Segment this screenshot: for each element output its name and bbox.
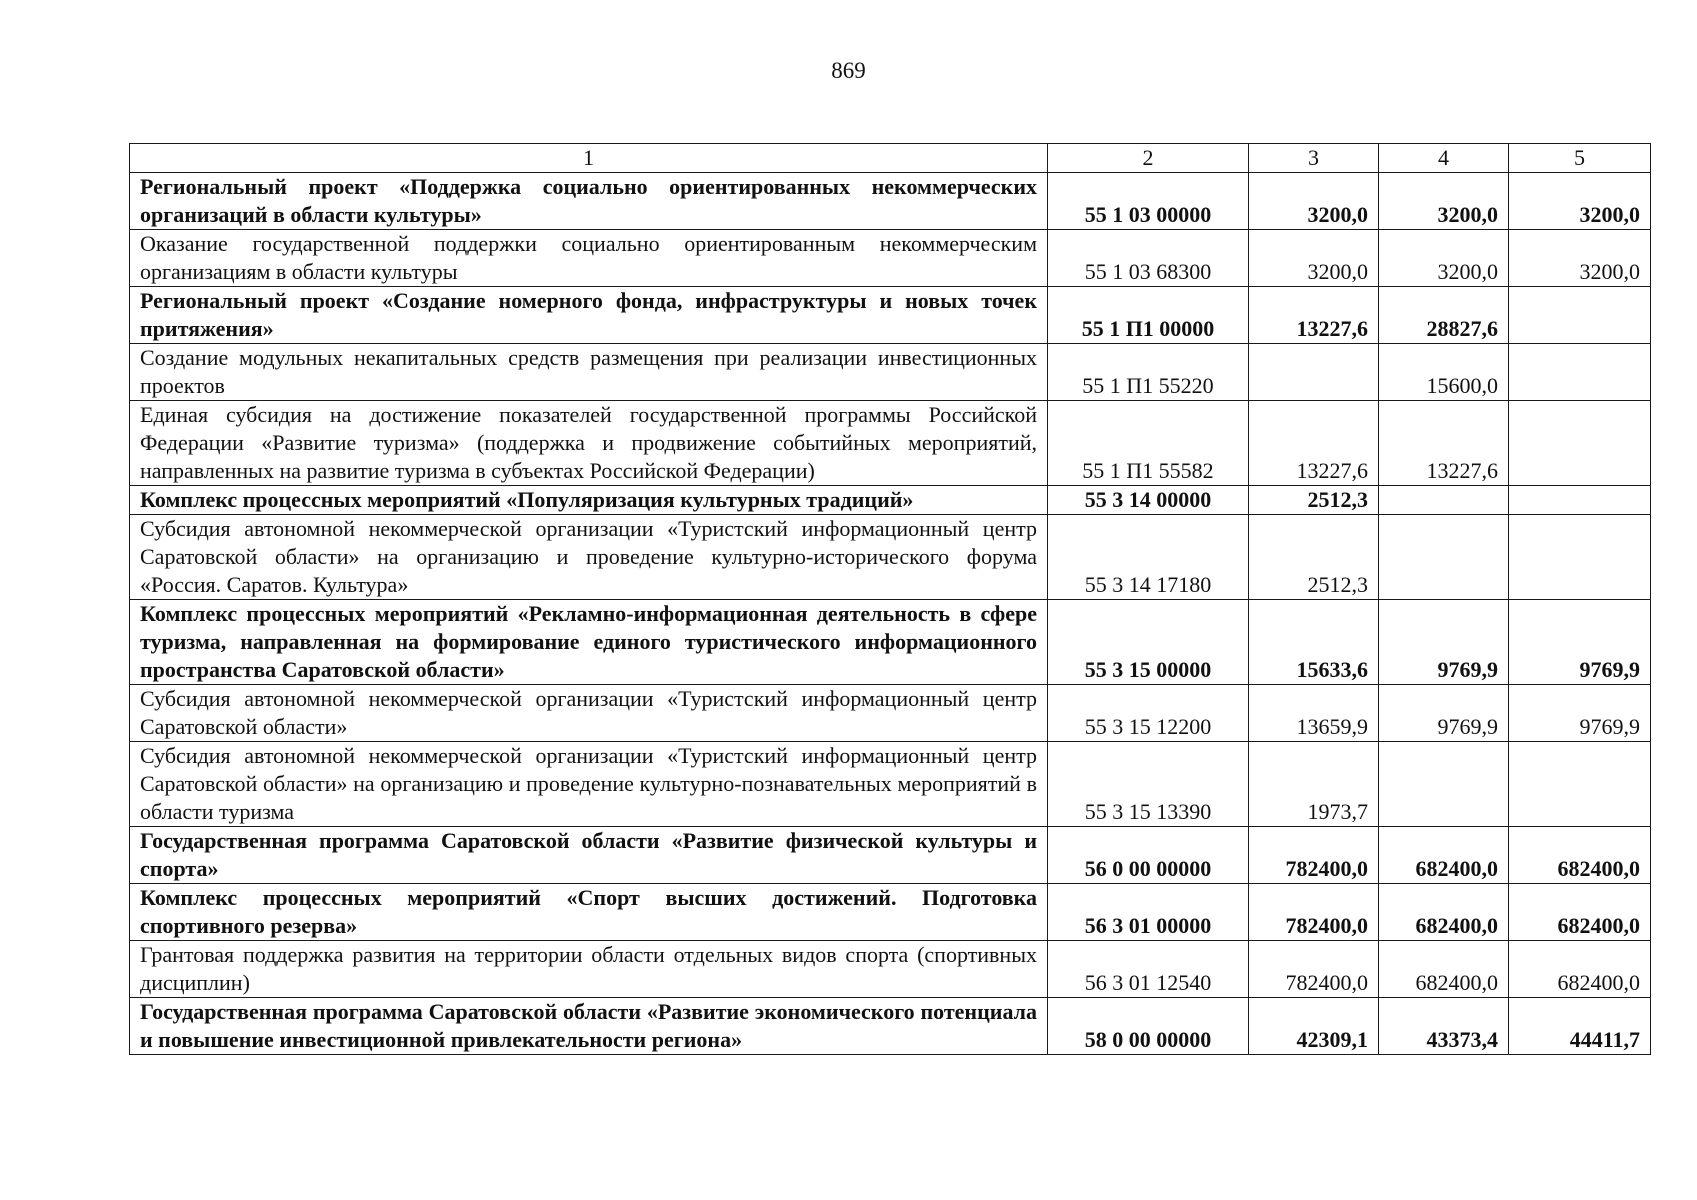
column-header-4: 4 [1379, 144, 1509, 173]
row-value-col4: 15600,0 [1379, 344, 1509, 401]
row-value-col5 [1509, 486, 1651, 515]
row-value-col3: 3200,0 [1249, 230, 1379, 287]
row-value-col3: 2512,3 [1249, 486, 1379, 515]
row-value-col4: 682400,0 [1379, 884, 1509, 941]
row-value-col3: 3200,0 [1249, 173, 1379, 230]
row-code-cell: 55 1 П1 55582 [1048, 401, 1249, 486]
row-value-col4 [1379, 486, 1509, 515]
row-value-col4: 13227,6 [1379, 401, 1509, 486]
row-value-col3: 782400,0 [1249, 827, 1379, 884]
row-code-cell: 55 3 14 17180 [1048, 515, 1249, 600]
table-row [130, 941, 1651, 998]
row-name-cell: Оказание государственной поддержки социально ориентированным некоммерческим организациям в области культуры [130, 230, 1048, 287]
row-value-col3: 13227,6 [1249, 401, 1379, 486]
table-row [130, 486, 1651, 515]
table-row [130, 827, 1651, 884]
row-value-col3: 13659,9 [1249, 685, 1379, 742]
row-value-col5: 682400,0 [1509, 941, 1651, 998]
row-code-cell: 58 0 00 00000 [1048, 998, 1249, 1055]
row-value-col4: 3200,0 [1379, 173, 1509, 230]
row-value-col4 [1379, 515, 1509, 600]
table-row [130, 401, 1651, 486]
row-name-cell: Комплекс процессных мероприятий «Рекламно-информационная деятельность в сфере туризма, направленная на формирование единого туристического информационного пространства Саратовской области» [130, 600, 1048, 685]
table-row [130, 287, 1651, 344]
row-value-col3: 15633,6 [1249, 600, 1379, 685]
row-value-col4: 9769,9 [1379, 600, 1509, 685]
table-row [130, 344, 1651, 401]
row-code-cell: 55 1 П1 55220 [1048, 344, 1249, 401]
row-value-col5: 682400,0 [1509, 827, 1651, 884]
row-code-cell: 55 1 03 68300 [1048, 230, 1249, 287]
row-value-col5: 3200,0 [1509, 230, 1651, 287]
budget-table [129, 143, 1651, 1055]
row-name-cell: Комплекс процессных мероприятий «Популяризация культурных традиций» [130, 486, 1048, 515]
row-value-col5 [1509, 287, 1651, 344]
row-value-col3: 1973,7 [1249, 742, 1379, 827]
row-name-cell: Создание модульных некапитальных средств размещения при реализации инвестиционных проектов [130, 344, 1048, 401]
row-name-cell: Субсидия автономной некоммерческой организации «Туристский информационный центр Саратовской области» на организацию и проведение культурно-познавательных мероприятий в области туризма [130, 742, 1048, 827]
row-value-col5: 3200,0 [1509, 173, 1651, 230]
row-code-cell: 55 1 03 00000 [1048, 173, 1249, 230]
column-header-1: 1 [130, 144, 1048, 173]
row-name-cell: Единая субсидия на достижение показателей государственной программы Российской Федерации «Развитие туризма» (поддержка и продвижение событийных мероприятий, направленных на развитие туризма в субъектах Российской Федерации) [130, 401, 1048, 486]
row-code-cell: 56 0 00 00000 [1048, 827, 1249, 884]
table-row [130, 173, 1651, 230]
row-name-cell: Государственная программа Саратовской области «Развитие экономического потенциала и повышение инвестиционной привлекательности региона» [130, 998, 1048, 1055]
row-value-col4: 682400,0 [1379, 941, 1509, 998]
row-value-col5: 9769,9 [1509, 600, 1651, 685]
table-row [130, 884, 1651, 941]
row-value-col5 [1509, 742, 1651, 827]
row-value-col3: 13227,6 [1249, 287, 1379, 344]
row-name-cell: Региональный проект «Создание номерного фонда, инфраструктуры и новых точек притяжения» [130, 287, 1048, 344]
row-value-col3: 782400,0 [1249, 884, 1379, 941]
table-row [130, 685, 1651, 742]
row-value-col4: 682400,0 [1379, 827, 1509, 884]
row-code-cell: 55 1 П1 00000 [1048, 287, 1249, 344]
row-code-cell: 55 3 14 00000 [1048, 486, 1249, 515]
column-header-5: 5 [1509, 144, 1651, 173]
table-row [130, 230, 1651, 287]
row-name-cell: Грантовая поддержка развития на территории области отдельных видов спорта (спортивных дисциплин) [130, 941, 1048, 998]
row-value-col4: 43373,4 [1379, 998, 1509, 1055]
table-row [130, 998, 1651, 1055]
table-row [130, 515, 1651, 600]
row-value-col4 [1379, 742, 1509, 827]
row-value-col5 [1509, 515, 1651, 600]
page-number: 869 [831, 58, 866, 83]
row-code-cell: 56 3 01 00000 [1048, 884, 1249, 941]
row-value-col3: 2512,3 [1249, 515, 1379, 600]
column-header-2: 2 [1048, 144, 1249, 173]
row-value-col3: 42309,1 [1249, 998, 1379, 1055]
header-row [130, 144, 1651, 173]
row-value-col4: 28827,6 [1379, 287, 1509, 344]
row-name-cell: Региональный проект «Поддержка социально ориентированных некоммерческих организаций в области культуры» [130, 173, 1048, 230]
row-value-col5 [1509, 401, 1651, 486]
row-value-col4: 9769,9 [1379, 685, 1509, 742]
table-header [130, 144, 1651, 173]
row-name-cell: Комплекс процессных мероприятий «Спорт высших достижений. Подготовка спортивного резерва» [130, 884, 1048, 941]
row-name-cell: Государственная программа Саратовской области «Развитие физической культуры и спорта» [130, 827, 1048, 884]
row-value-col3: 782400,0 [1249, 941, 1379, 998]
row-name-cell: Субсидия автономной некоммерческой организации «Туристский информационный центр Саратовской области» [130, 685, 1048, 742]
row-value-col5 [1509, 344, 1651, 401]
table-row [130, 742, 1651, 827]
table-row [130, 600, 1651, 685]
row-value-col5: 682400,0 [1509, 884, 1651, 941]
row-value-col5: 44411,7 [1509, 998, 1651, 1055]
row-name-cell: Субсидия автономной некоммерческой организации «Туристский информационный центр Саратовской области» на организацию и проведение культурно-исторического форума «Россия. Саратов. Культура» [130, 515, 1048, 600]
row-value-col3 [1249, 344, 1379, 401]
table-body [130, 173, 1651, 1055]
row-value-col4: 3200,0 [1379, 230, 1509, 287]
column-header-3: 3 [1249, 144, 1379, 173]
row-code-cell: 55 3 15 12200 [1048, 685, 1249, 742]
row-code-cell: 55 3 15 00000 [1048, 600, 1249, 685]
row-code-cell: 56 3 01 12540 [1048, 941, 1249, 998]
row-code-cell: 55 3 15 13390 [1048, 742, 1249, 827]
row-value-col5: 9769,9 [1509, 685, 1651, 742]
